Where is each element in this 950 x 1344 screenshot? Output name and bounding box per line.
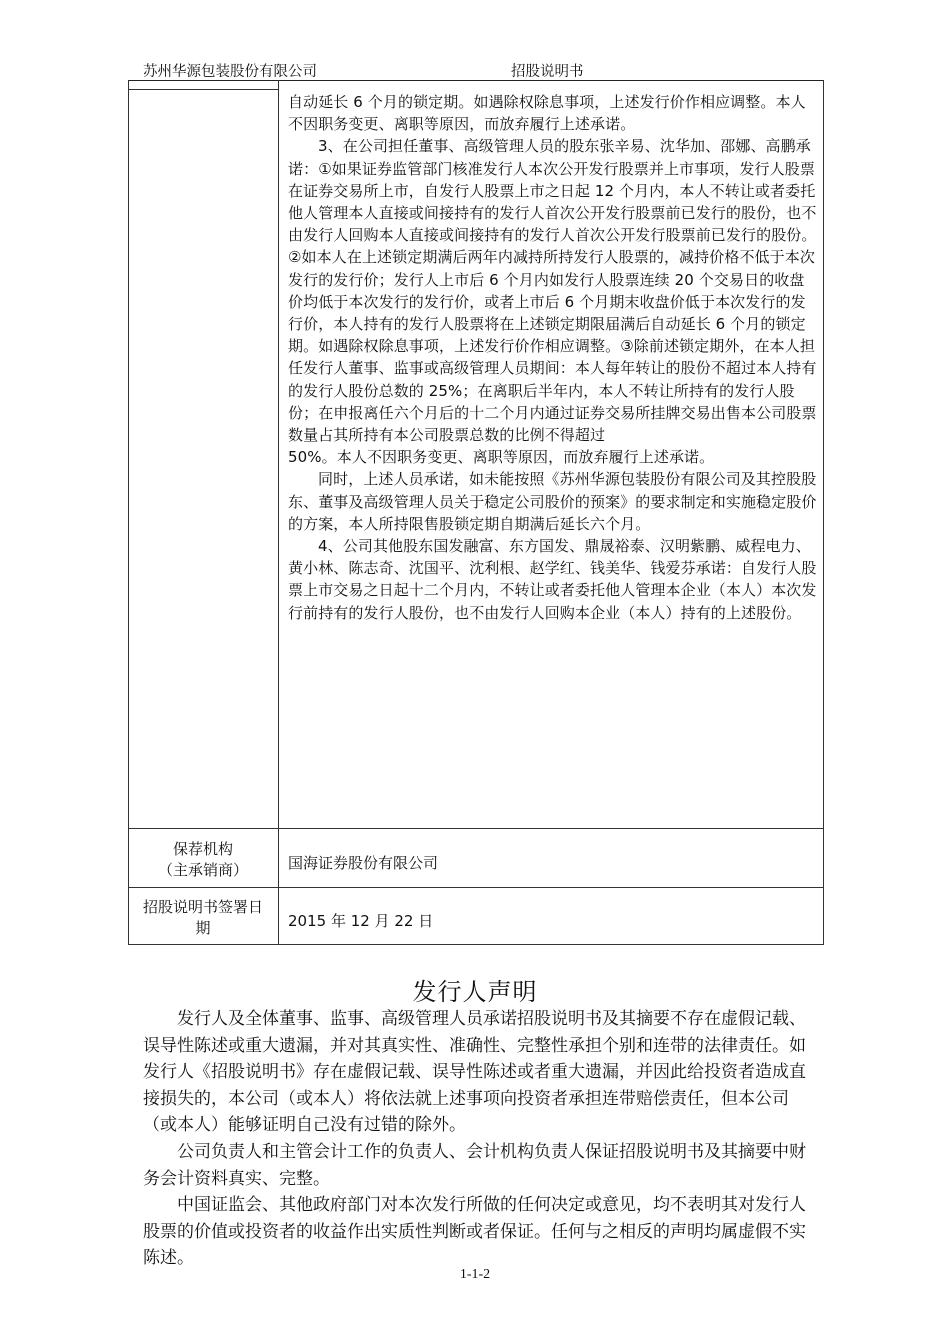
commitment-paragraph: 自动延长 6 个月的锁定期。如遇除权除息事项，上述发行价作相应调整。本人不因职务变更、离职等原因，而放弃履行上述承诺。 — [288, 93, 806, 134]
commitment-paragraph: 3、在公司担任董事、高级管理人员的股东张辛易、沈华加、邵娜、高鹏承诺：①如果证券监管部门核准发行人本次公开发行股票并上市事项，发行人股票在证券交易所上市，自发行人股票上市之日起 12 个月内，本人不转让或者委托他人管理本人直接或间接持有的发行人首次公开发行股票前已发行的股份，也不由发行人回购本人直接或间接持有的发行人首次公开发行股票前已发行的股份。②如本人在上述锁定期满后两年内减持所持发行人股票的，减持价格不低于本次发行的发行价；发行人上市后 6 个月内如发行人股票连续 20 个交易日的收盘价均低于本次发行的发行价，或者上市后 6 个月期末收盘价低于本次发行的发行价，本人持有的发行人股票将在上述锁定期限届满后自动延长 6 个月的锁定期。如遇除权除息事项，上述发行价作相应调整。③除前述锁定期外，在本人担任发行人董事、监事或高级管理人员期间：本人每年转让的股份不超过本人持有的发行人股份总数的 25%；在离职后半年内，本人不转让所持有的发行人股份；在申报离任六个月后的十二个月内通过证券交易所挂牌交易出售本公司股票数量占其所持有本公司股票总数的比例不得超过 — [288, 137, 817, 445]
header-doc-title: 招股说明书 — [511, 64, 584, 80]
sponsor-label-line: （主承销商） — [157, 861, 248, 879]
sponsor-value: 国海证券股份有限公司 — [288, 854, 439, 872]
table-left-top-stub — [128, 89, 278, 90]
row-divider-1 — [128, 828, 823, 829]
table-bottom-border — [128, 944, 823, 945]
commitment-paragraph: 50%。本人不因职务变更、离职等原因，而放弃履行上述承诺。 — [288, 448, 715, 467]
issuer-declaration — [143, 1006, 815, 1272]
declaration-paragraph: 公司负责人和主管会计工作的负责人、会计机构负责人保证招股说明书及其摘要中财务会计资料真实、完整。 — [143, 1141, 806, 1189]
signing-date-label-line: 期 — [195, 919, 211, 937]
section-title: 发行人声明 — [412, 978, 538, 1006]
declaration-paragraph: 发行人及全体董事、监事、高级管理人员承诺招股说明书及其摘要不存在虚假记载、误导性陈述或重大遗漏，并对其真实性、准确性、完整性承担个别和连带的法律责任。如发行人《招股说明书》存在虚假记载、误导性陈述或者重大遗漏，并因此给投资者造成直接损失的，本公司（或本人）将依法就上述事项向投资者承担连带赔偿责任，但本公司（或本人）能够证明自己没有过错的除外。 — [143, 1009, 806, 1136]
page-number: 1-1-2 — [459, 1267, 491, 1282]
table-divider — [278, 80, 279, 945]
declaration-paragraph: 中国证监会、其他政府部门对本次发行所做的任何决定或意见，均不表明其对发行人股票的价值或投资者的收益作出实质性判断或者保证。任何与之相反的声明均属虚假不实陈述。 — [143, 1195, 806, 1269]
lockup-commitments — [288, 91, 818, 624]
table-left-border — [128, 80, 129, 945]
row-divider-2 — [128, 887, 823, 888]
signing-date-value: 2015 年 12 月 22 日 — [288, 912, 434, 930]
page-header — [143, 58, 823, 82]
header-company: 苏州华源包装股份有限公司 — [143, 64, 317, 80]
sponsor-label — [128, 839, 278, 881]
signing-date-label-line: 招股说明书签署日 — [142, 898, 263, 916]
commitment-paragraph: 同时，上述人员承诺，如未能按照《苏州华源包装股份有限公司及其控股股东、董事及高级管理人员关于稳定公司股价的预案》的要求制定和实施稳定股价的方案，本人所持限售股锁定期自期满后延长六个月。 — [288, 470, 817, 533]
table-right-border — [823, 80, 824, 945]
sponsor-label-line: 保荐机构 — [172, 840, 233, 858]
commitment-paragraph: 4、公司其他股东国发融富、东方国发、鼎晟裕泰、汉明紫鹏、威程电力、黄小林、陈志奇、沈国平、沈利根、赵学红、钱美华、钱爱芬承诺：自发行人股票上市交易之日起十二个月内，不转让或者委托他人管理本企业（本人）本次发行前持有的发行人股份，也不由发行人回购本企业（本人）持有的上述股份。 — [288, 537, 817, 622]
signing-date-label — [128, 897, 278, 939]
header-rule — [128, 80, 824, 81]
